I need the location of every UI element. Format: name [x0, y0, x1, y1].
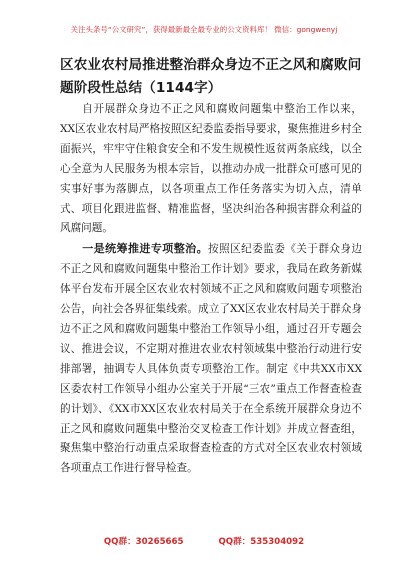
section-paragraph [60, 239, 362, 479]
footer-contact [0, 535, 408, 547]
document-title: 区农业农村局推进整治群众身边不正之风和腐败问题阶段性总结（1144字） [60, 57, 362, 96]
qq-group-1: QQ群：30265665 [103, 537, 184, 547]
section-heading: 一是统筹推进专项整治。 [82, 242, 209, 256]
promo-banner: 关注头条号“公文研究”，获得最新最全最专业的公文资料库！ 微信：gongwenyj [70, 25, 338, 34]
qq-group-2: QQ群：535304092 [218, 537, 305, 547]
section-body: 按照区纪委监委《关于群众身边不正之风和腐败问题集中整治工作计划》要求，我局在政务新媒体平台发布开展全区农业农村领域不正之风和腐败问题专项整治公告，向社会各界征集线索。成立了XX区农业农村局关于群众身边不正之风和腐败问题集中整治工作领导小组，通过召开专题会议、推进会议，不定期对推进农业农村领域集中整治行动进行安排部署，抽调专人具体负责专项整治工作。制定《中共XX市XX区委农村工作领导小组办公室关于开展“三农”重点工作督查检查的计划》、《XX市XX区农业农村局关于在全系统开展群众身边不正之风和腐败问题集中整治交叉检查工作计划》并成立督查组，聚焦集中整治行动重点采取督查检查的方式对全区农业农村领域各项重点工作进行督导检查。 [60, 243, 363, 475]
document-body [60, 100, 362, 479]
intro-paragraph: 自开展群众身边不正之风和腐败问题集中整治工作以来，XX区农业农村局严格按照区纪委监委指导要求，聚焦推进乡村全面振兴，牢牢守住粮食安全和不发生规模性返贫两条底线，以全心全意为人民服务为根本宗旨，以推动办成一批群众可感可见的实事好事为落脚点，以各项重点工作任务落实为切入点，清单式、项目化跟进监督、精准监督，坚决纠治各种损害群众利益的风腐问题。 [60, 103, 362, 235]
